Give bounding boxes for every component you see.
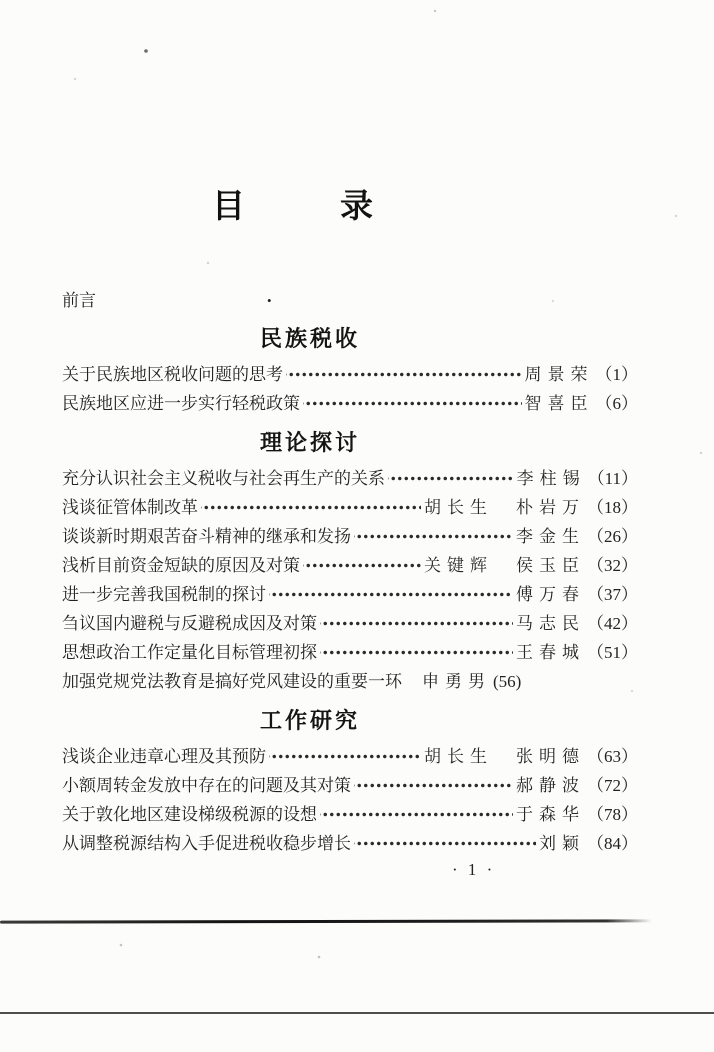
preface-row [62,288,638,314]
entry-title: 关于敦化地区建设梯级税源的设想 [62,805,317,824]
toc-entry [62,800,638,829]
toc-sections [62,327,638,858]
toc-entry [62,522,638,551]
toc-entry [62,638,638,667]
entry-page-number: (56) [493,672,522,691]
dotted-leader [388,464,514,493]
entry-title: 浅析目前资金短缺的原因及对策 [62,556,300,575]
section-entries [62,464,638,696]
dotted-leader [303,389,522,418]
entry-title: 充分认识社会主义税收与社会再生产的关系 [62,469,385,488]
scan-rule-lower [0,1012,714,1014]
entry-page-number: （26） [587,527,638,546]
entry-authors: 傅万春 [516,585,585,604]
toc-entry [62,742,638,771]
entry-page-number: （78） [587,805,638,824]
toc-section [62,709,638,858]
section-header: 民族税收 [259,326,360,351]
entry-authors: 李柱锡 [516,469,586,488]
entry-page-number: （72） [587,776,638,795]
dotted-leader [286,360,522,389]
entry-page-number: （18） [587,498,638,517]
dotted-leader [269,742,421,771]
entry-title: 思想政治工作定量化目标管理初探 [62,643,317,662]
entry-title: 加强党规党法教育是搞好党风建设的重要一环 [62,672,402,691]
toc-entry [62,771,638,800]
entry-title: 小额周转金发放中存在的问题及其对策 [62,776,351,795]
entry-authors: 周景荣 [524,365,594,384]
dotted-leader [354,771,513,800]
section-entries [62,742,638,858]
entry-authors: 智喜臣 [524,394,594,413]
toc-entry [62,464,638,493]
page-title-char-right: 录 [340,189,373,225]
entry-page-number: （1） [595,365,638,384]
dotted-leader [269,580,513,609]
entry-title: 浅谈企业违章心理及其预防 [62,747,266,766]
entry-title: 从调整税源结构入手促进税收稳步增长 [62,834,351,853]
page-title-char-left: 目 [212,189,245,225]
entry-page-number: （37） [587,585,638,604]
toc-content-column [62,0,638,858]
dotted-leader [201,493,421,522]
toc-entry [62,609,638,638]
dotted-leader [405,667,419,696]
entry-authors: 胡长生 张明德 [424,747,585,766]
dotted-leader [320,638,513,667]
toc-section [62,327,638,418]
dotted-leader [320,609,513,638]
toc-entry [62,667,638,696]
entry-authors: 李金生 [516,527,585,546]
entry-authors: 关键辉 侯玉臣 [424,556,585,575]
toc-entry [62,360,638,389]
toc-entry [62,580,638,609]
entry-authors: 于森华 [516,805,585,824]
entry-page-number: （11） [587,469,638,488]
toc-entry [62,829,638,858]
footer-page-number: · 1 · [452,860,496,879]
page-title [212,188,638,226]
dotted-leader [320,800,513,829]
entry-authors: 王春城 [516,643,585,662]
entry-title: 进一步完善我国税制的探讨 [62,585,266,604]
entry-page-number: （84） [587,834,638,853]
dotted-leader [354,829,536,858]
entry-authors: 刘颖 [539,834,585,853]
scan-rule-upper [0,919,652,923]
toc-entry [62,493,638,522]
entry-authors: 郝静波 [516,776,585,795]
entry-page-number: （63） [587,747,638,766]
entry-page-number: （42） [587,614,638,633]
entry-title: 刍议国内避税与反避税成因及对策 [62,614,317,633]
entry-page-number: （32） [587,556,638,575]
toc-section [62,431,638,696]
dotted-leader [303,551,421,580]
preface-label: 前言 [62,291,96,310]
preface-dot: • [267,293,272,308]
entry-title: 关于民族地区税收问题的思考 [62,365,283,384]
entry-title: 民族地区应进一步实行轻税政策 [62,394,300,413]
section-entries [62,360,638,418]
section-header: 理论探讨 [259,430,360,455]
entry-authors: 胡长生 朴岩万 [424,498,585,517]
dotted-leader [354,522,513,551]
entry-page-number: （6） [595,394,638,413]
entry-title: 谈谈新时期艰苦奋斗精神的继承和发扬 [62,527,351,546]
section-header: 工作研究 [259,708,360,733]
entry-authors: 马志民 [516,614,585,633]
entry-page-number: （51） [587,643,638,662]
entry-title: 浅谈征管体制改革 [62,498,198,517]
entry-authors: 申勇男 [422,672,491,691]
scan-specks [0,0,2,2]
toc-entry [62,389,638,418]
toc-entry [62,551,638,580]
